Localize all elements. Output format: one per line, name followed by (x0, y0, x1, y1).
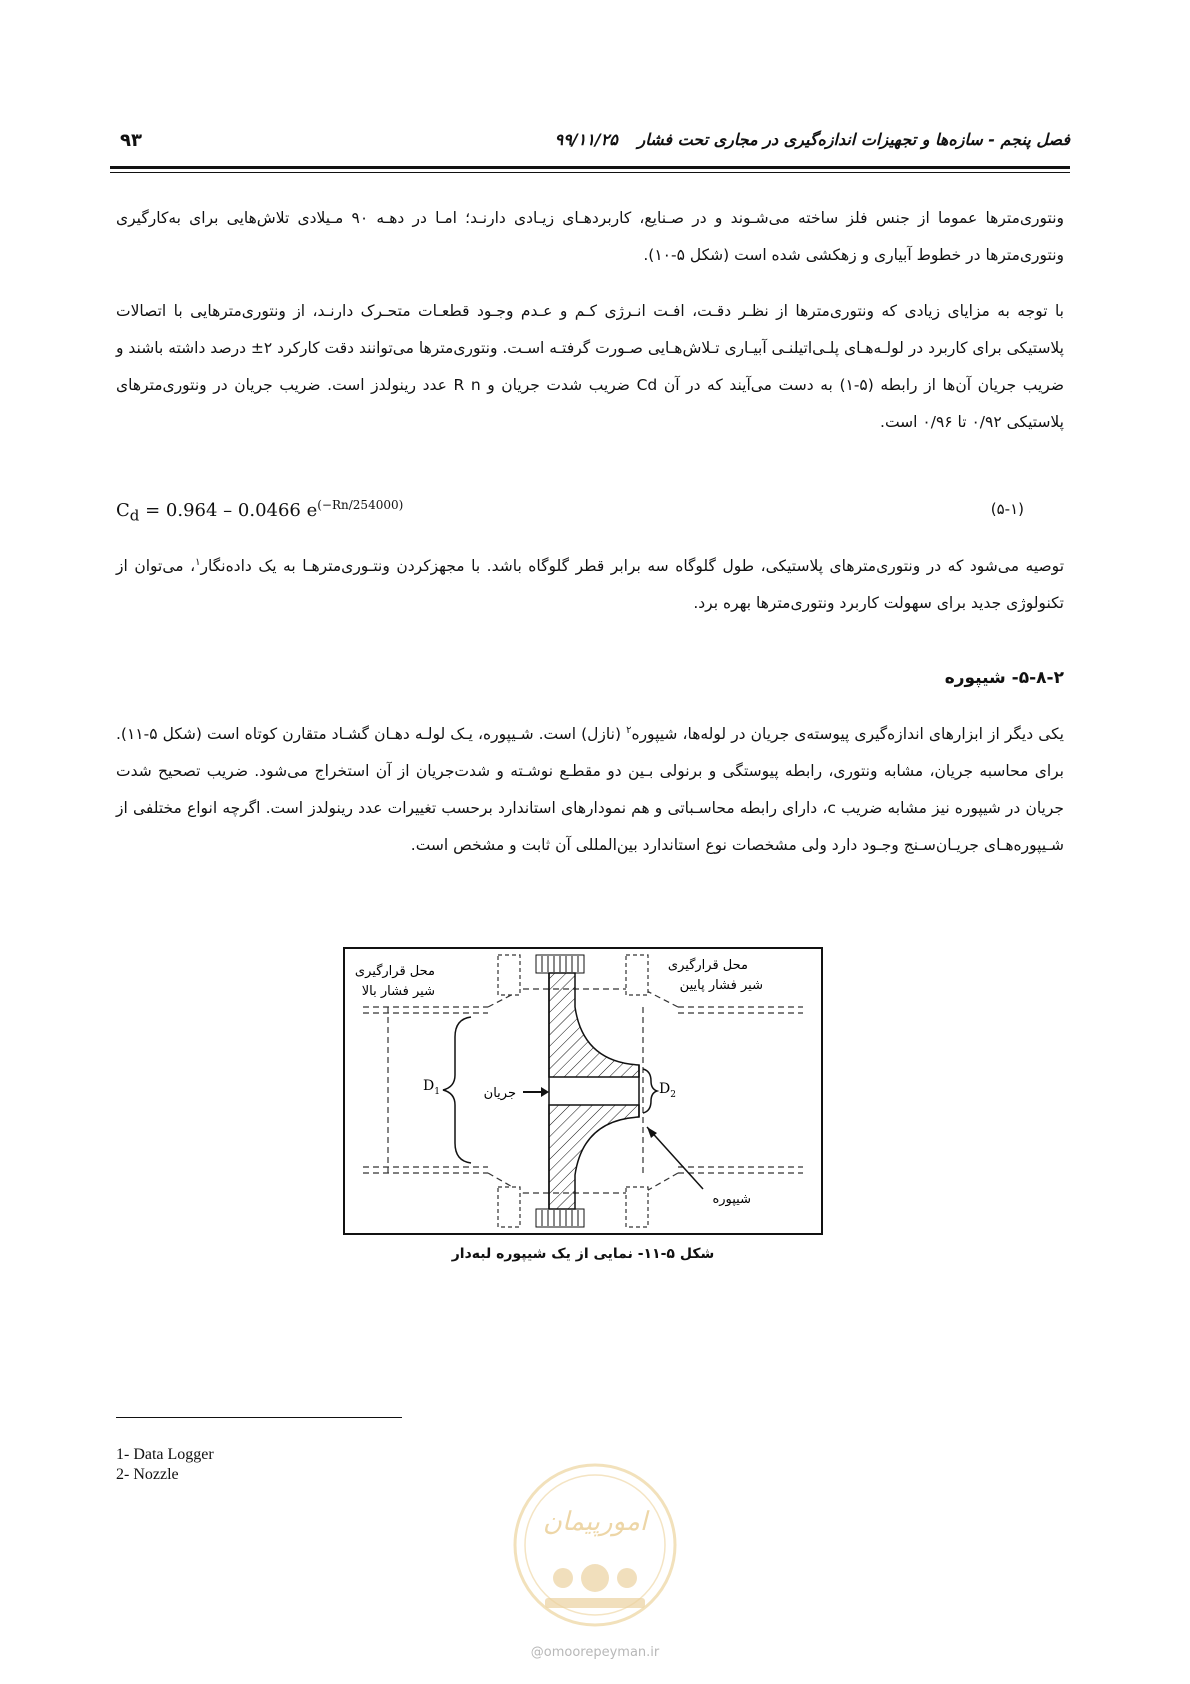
footnote-rule (116, 1417, 402, 1418)
low-pressure-label-2: شیر فشار پایین (679, 978, 763, 993)
paragraph-2: با توجه به مزایای زیادی که ونتوری‌مترها از نظـر دقـت، افـت انـرژی کـم و عـدم وجـود قطعـات متحـرک دارنـد، از ونتوری‌مترهایی با اتصالات پلاستیکی برای کاربرد در لولـه‌هـای پلـی‌اتیلنـی آبیـاری تـلاش‌هـایی صـورت گرفتـه اسـت. ونتوری‌مترها می‌توانند دقت کارکرد ۲± درصد داشته باشند و ضریب جریان آن‌ها از رابطه (۵-۱) به دست می‌آیند که در آن Cd ضریب شدت جریان و R n عدد رینولدز است. ضریب جریان در ونتوری‌مترهای پلاستیکی ۰/۹۲ تا ۰/۹۶ است. (116, 302, 1064, 431)
footnotes (116, 1445, 214, 1485)
header-date: ۹۹/۱۱/۲۵ (554, 130, 618, 149)
figure-caption: شکل ۵-۱۱- نمایی از یک شیپوره لبه‌دار (451, 1246, 715, 1262)
bolt-bottom-left (498, 1187, 520, 1227)
watermark-logo (505, 1460, 685, 1630)
header-rule-thin (110, 172, 1070, 173)
footnote-2: 2- Nozzle (116, 1466, 179, 1483)
section-heading: ۵-۸-۲- شیپوره (944, 668, 1064, 688)
chapter-title (555, 130, 1070, 149)
header-rule-thick (110, 166, 1070, 169)
footnote-1: 1- Data Logger (116, 1446, 214, 1463)
page-number: ۹۳ (120, 130, 142, 151)
bolt-top-left (498, 955, 520, 995)
paragraph-3: توصیه می‌شود که در ونتوری‌مترهای پلاستیکی، طول گلوگاه سه برابر قطر گلوگاه باشد. با مجهزکردن ونتـوری‌مترهـا به یک داده‌نگار$^۱$، می‌توان از تکنولوژی جدید برای سهولت کاربرد ونتوری‌مترها بهره برد. (116, 557, 1065, 613)
watermark-url: @omoorepeyman.ir (530, 1645, 660, 1660)
equation-number: (۵-۱) (990, 500, 1024, 518)
paragraph-4: یکی دیگر از ابزارهای اندازه‌گیری پیوسته‌ی جریان در لوله‌ها، شیپوره$^۲$ (نازل) است. شـیپوره، یـک لولـه دهـان گشـاد متقارن کوتاه است (شکل ۵-۱۱). برای محاسبه جریان، مشابه ونتوری، رابطه پیوستگی و برنولی بـین دو مقطـع نوشـته و شدت‌جریان از آن استخراج می‌شود. ضریب تصحیح شدت جریان در شیپوره نیز مشابه ضریب c، دارای رابطه محاسـباتی و هم نمودارهای استاندارد برحسب تغییرات عدد رینولدز است. اگرچه انواع مختلفی از شـیپوره‌هـای جریـان‌سـنج وجـود دارد ولی مشخصات نوع استاندارد بین‌المللی آن ثابت و مشخص است. (116, 725, 1064, 855)
page-header (110, 130, 1070, 156)
footnote-ref-1[interactable]: ۱ (195, 557, 201, 568)
equation-formula: $C_d = 0.964 - 0.0466$ $e^{(-Rn/254000)}$ (116, 498, 404, 525)
d1-label: $D_1$ (423, 1078, 440, 1097)
paragraph-1: ونتوری‌مترها عموما از جنس فلز ساخته می‌شـوند و در صـنایع، کاربردهـای زیـادی دارنـد؛ امـا در دهـه ۹۰ مـیلادی تلاش‌هایی برای به‌کارگیری ونتوری‌مترها در خطوط آبیاری و زهکشی شده است (شکل ۵-۱۰). (116, 209, 1064, 264)
chapter-title-text: فصل پنجم - سازه‌ها و تجهیزات اندازه‌گیری در مجاری تحت فشار (637, 130, 1070, 149)
nozzle-label: شیپوره (712, 1192, 751, 1207)
watermark-text: امورپیمان (542, 1507, 648, 1537)
bolt-top-right (626, 955, 648, 995)
bolt-bottom-right (626, 1187, 648, 1227)
nozzle-figure (343, 947, 823, 1235)
high-pressure-label-2: شیر فشار بالا (361, 984, 435, 999)
equation-5-1 (116, 498, 1064, 528)
low-pressure-label-1: محل قرارگیری (667, 958, 748, 973)
d2-label: $D_2$ (659, 1081, 676, 1100)
flow-label: جریان (483, 1086, 516, 1101)
footnote-ref-2[interactable]: ۲ (626, 725, 632, 736)
high-pressure-label-1: محل قرارگیری (354, 964, 435, 979)
